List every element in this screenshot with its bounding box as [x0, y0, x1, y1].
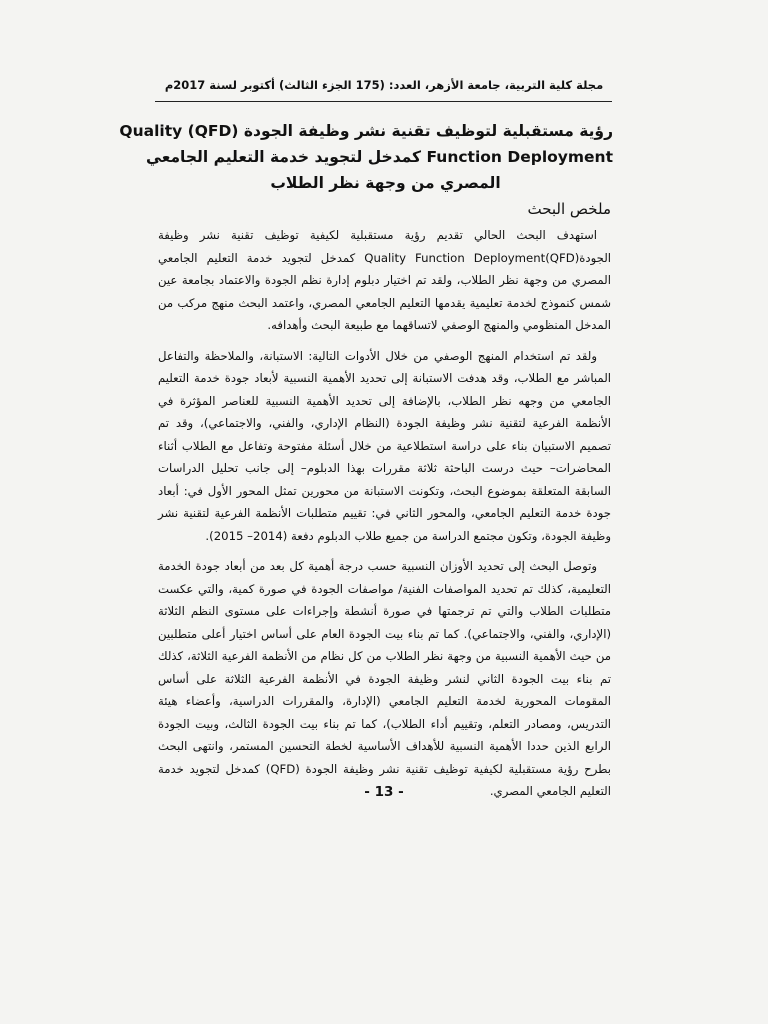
- page-number: - 13 -: [364, 784, 404, 800]
- header-divider: [155, 101, 612, 102]
- title-line-1: رؤية مستقبلية لتوظيف تقنية نشر وظيفة الجودة (QFD) Quality: [119, 122, 613, 140]
- abstract-paragraph-1: استهدف البحث الحالي تقديم رؤية مستقبلية لكيفية توظيف تقنية نشر وظيفة الجودة(Quality Function Deployment(QFD كمدخل لتجويد خدمة التعليم الجامعي المصري من وجهة نظر الطلاب، ولقد تم اختيار دبلوم إدارة نظم الجودة والاعتماد بجامعة عين شمس كنموذج لخدمة تعليمية يقدمها التعليم الجامعي المصري، واعتمد البحث منهج مركب من المدخل المنظومي والمنهج الوصفي لاتساقهما مع طبيعة البحث وأهدافه.: [158, 228, 611, 332]
- abstract-body: [158, 224, 611, 811]
- article-title: [119, 118, 613, 196]
- abstract-paragraph-3: وتوصل البحث إلى تحديد الأوزان النسبية حسب درجة أهمية كل بعد من أبعاد جودة الخدمة التعليمية، كذلك تم تحديد المواصفات الفنية/ مواصفات الجودة في صورة كمية، والتي عكست متطلبات الطلاب والتي تم ترجمتها في صورة أنشطة وإجراءات على مستوى النظم الثلاثة (الإداري، والفني، والاجتماعي). كما تم بناء بيت الجودة العام على أساس اختيار أعلى متطلبين من حيث الأهمية النسبية من وجهة نظر الطلاب من كل نظام من الأنظمة الفرعية الثلاثة، كذلك تم بناء بيت الجودة الثاني لنشر وظيفة الجودة في الأنظمة الفرعية الثلاثة على أساس المقومات المحورية لخدمة التعليم الجامعي (الإدارة، والمقررات الدراسية، وأعضاء هيئة التدريس، ومصادر التعلم، وتقييم أداء الطلاب)، كما تم بناء بيت الجودة الثالث، وبيت الجودة الرابع الذين حددا الأهمية النسبية للأهداف الأساسية لخطة التحسين المستمر، وانتهى البحث بطرح رؤية مستقبلية لكيفية توظيف تقنية نشر وظيفة الجودة (QFD) كمدخل لتجويد خدمة التعليم الجامعي المصري.: [158, 559, 611, 798]
- title-line-2: Function Deployment كمدخل لتجويد خدمة التعليم الجامعي: [146, 148, 613, 166]
- abstract-heading: ملخص البحث: [527, 200, 611, 218]
- running-header: مجلة كلية التربية، جامعة الأزهر، العدد: (175 الجزء الثالث) أكتوبر لسنة 2017م: [164, 78, 604, 92]
- abstract-paragraph-2: ولقد تم استخدام المنهج الوصفي من خلال الأدوات التالية: الاستبانة، والملاحظة والتفاعل المباشر مع الطلاب، وقد هدفت الاستبانة إلى تحديد الأهمية النسبية لأبعاد جودة خدمة التعليم الجامعي من وجهه نظر الطلاب، بالإضافة إلى تحديد الأهمية النسبية للعناصر المؤثرة في الأنظمة الفرعية لتقنية نشر وظيفة الجودة (النظام الإداري، والفني، والاجتماعي)، وقد تم تصميم الاستبيان بناء على دراسة استطلاعية من خلال أسئلة مفتوحة وتفاعل مع الطلاب أثناء المحاضرات– حيث درست الباحثة ثلاثة مقررات بهذا الدبلوم– إلى جانب تحليل الدراسات السابقة المتعلقة بموضوع البحث، وتكونت الاستبانة من محورين تمثل المحور الأول في: أبعاد جودة خدمة التعليم الجامعي، والمحور الثاني في: تقييم متطلبات الأنظمة الفرعية لتقنية نشر وظيفة الجودة، وتكون مجتمع الدراسة من جميع طلاب الدبلوم دفعة (2014– 2015).: [158, 348, 611, 543]
- title-line-3: المصري من وجهة نظر الطلاب: [270, 174, 501, 192]
